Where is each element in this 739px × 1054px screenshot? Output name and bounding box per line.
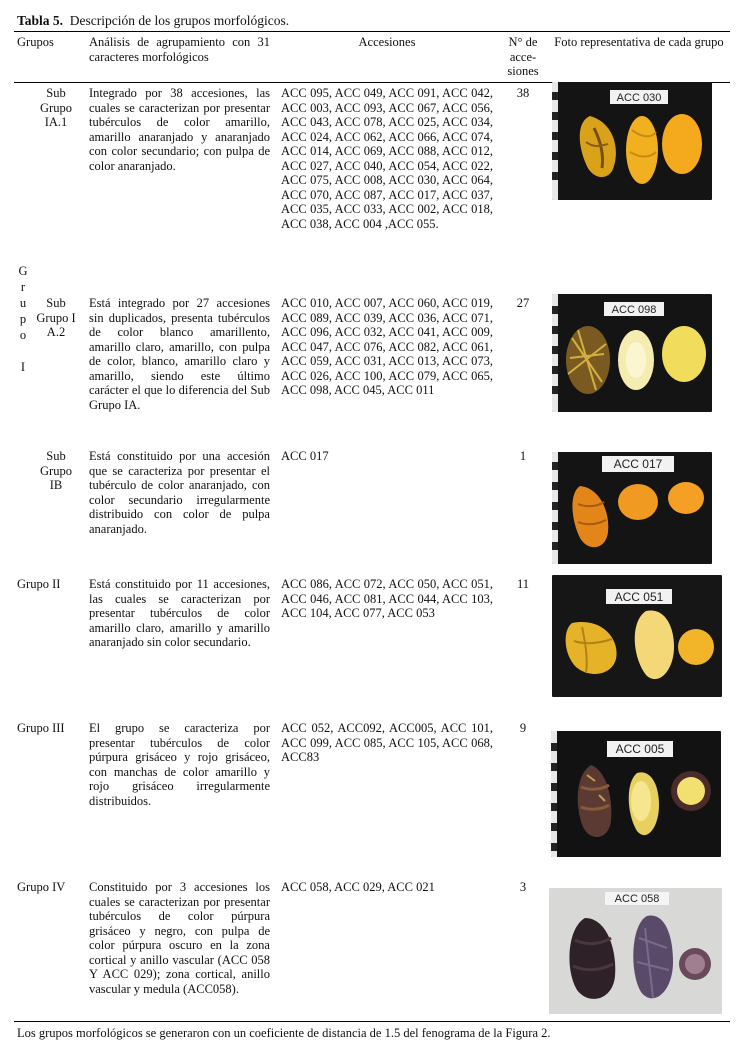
group-name-ib: Sub Grupo IB [40, 449, 72, 492]
count-ii: 11 [516, 577, 530, 591]
photo-acc-017 [552, 452, 712, 564]
photo-label-acc-030: ACC 030 [616, 92, 662, 104]
header-analisis: Análisis de agrupamiento con 31 caracteres morfológicos [89, 35, 270, 64]
photo-label-acc-058: ACC 058 [614, 893, 660, 905]
top-rule [14, 31, 730, 32]
accessions-ib: ACC 017 [281, 449, 329, 463]
analysis-ia2: Está integrado por 27 accesiones sin duplicados, presenta tubérculos de color blanco amarillento, amarillo claro, amarillo, con pulpa de color, blanco, amarillo claro y amarillo, siendo este último carácter el que lo diferencia del Sub Grupo IA. [89, 296, 270, 412]
accessions-ii: ACC 086, ACC 072, ACC 050, ACC 051, ACC 046, ACC 081, ACC 044, ACC 103, ACC 104, ACC 077, ACC 053 [281, 577, 493, 620]
count-ia1: 38 [516, 86, 530, 100]
header-numero: N° de acce- siones [507, 35, 539, 78]
analysis-iii: El grupo se caracteriza por presentar tubérculos de color púrpura grisáceo y rojo grisáceo, con manchas de color amarillo y rojo grisáceo irregularmente distribuidos. [89, 721, 270, 808]
accessions-iii: ACC 052, ACC092, ACC005, ACC 101, ACC 099, ACC 085, ACC 105, ACC 068, ACC83 [281, 721, 493, 764]
photo-acc-098 [552, 294, 712, 412]
accessions-iv: ACC 058, ACC 029, ACC 021 [281, 880, 435, 894]
photo-label-acc-098: ACC 098 [611, 304, 657, 316]
group-name-ii: Grupo II [17, 577, 61, 591]
accessions-ia1: ACC 095, ACC 049, ACC 091, ACC 042, ACC 003, ACC 093, ACC 067, ACC 056, ACC 043, ACC 078, ACC 025, ACC 034, ACC 024, ACC 062, ACC 066, ACC 074, ACC 014, ACC 069, ACC 088, ACC 012, ACC 027, ACC 040, ACC 054, ACC 022, ACC 075, ACC 008, ACC 030, ACC 064, ACC 070, ACC 087, ACC 017, ACC 037, ACC 035, ACC 033, ACC 002, ACC 018, ACC 038, ACC 004 ,ACC 055. [281, 86, 493, 231]
group-i-letter [18, 343, 28, 359]
group-i-letter: o [19, 328, 27, 342]
analysis-ia1: Integrado por 38 accesiones, las cuales se caracterizan por presentar tubérculos de color amarillo, amarillo anaranjado y anaranjado con color secundario; con pulpa de color anaranjado. [89, 86, 270, 173]
group-i-letter: G [18, 264, 28, 278]
table-title [17, 13, 289, 29]
table-number: Tabla 5. [17, 13, 64, 28]
photo-label-acc-051: ACC 051 [614, 590, 664, 604]
count-ib: 1 [519, 449, 527, 463]
group-name-iii: Grupo III [17, 721, 65, 735]
group-i-letter: p [19, 312, 27, 326]
group-name-iv: Grupo IV [17, 880, 66, 894]
accessions-ia2: ACC 010, ACC 007, ACC 060, ACC 019, ACC 089, ACC 039, ACC 036, ACC 071, ACC 096, ACC 032, ACC 041, ACC 009, ACC 047, ACC 076, ACC 082, ACC 061, ACC 059, ACC 031, ACC 013, ACC 073, ACC 026, ACC 100, ACC 079, ACC 065, ACC 098, ACC 045, ACC 011 [281, 296, 493, 397]
photo-acc-030 [552, 82, 712, 200]
analysis-iv: Constituido por 3 accesiones los cuales se caracterizan por presentar tubérculos de color púrpura grisáceo y negro, con pulpa de color púrpura oscuro en la zona cortical y anillo vascular (ACC 058 Y ACC 029); zona cortical, anillo vascular y medula (ACC058). [89, 880, 270, 996]
bottom-rule [14, 1021, 730, 1022]
group-i-letter: u [19, 296, 27, 310]
photo-acc-051 [552, 575, 722, 697]
photo-acc-005 [551, 731, 721, 857]
header-accesiones: Accesiones [358, 35, 416, 49]
table-caption: Descripción de los grupos morfológicos. [69, 13, 290, 28]
analysis-ii: Está constituido por 11 accesiones, las cuales se caracterizan por presentar tubérculos de color amarillo claro, amarillo y amarillo anaranjado sin color secundario. [89, 577, 270, 649]
header-grupos: Grupos [17, 35, 54, 49]
analysis-ib: Está constituido por una accesión que se caracteriza por presentar el tubérculo de color anaranjado, con color secundario irregularmente distribuido con color de pulpa anaranjado. [89, 449, 270, 536]
photo-acc-058 [549, 888, 722, 1014]
group-i-letter: r [20, 280, 26, 294]
photo-label-acc-017: ACC 017 [613, 457, 663, 471]
count-iii: 9 [519, 721, 527, 735]
table-footnote: Los grupos morfológicos se generaron con un coeficiente de distancia de 1.5 del fenograma de la Figura 2. [17, 1026, 551, 1040]
group-i-vertical-label [18, 263, 28, 375]
group-name-ia1: Sub Grupo IA.1 [40, 86, 72, 129]
count-ia2: 27 [516, 296, 530, 310]
group-name-ia2: Sub Grupo I A.2 [36, 296, 76, 339]
count-iv: 3 [519, 880, 527, 894]
photo-label-acc-005: ACC 005 [615, 742, 665, 756]
group-i-letter: I [20, 360, 26, 374]
header-foto: Foto representativa de cada grupo [554, 35, 724, 49]
